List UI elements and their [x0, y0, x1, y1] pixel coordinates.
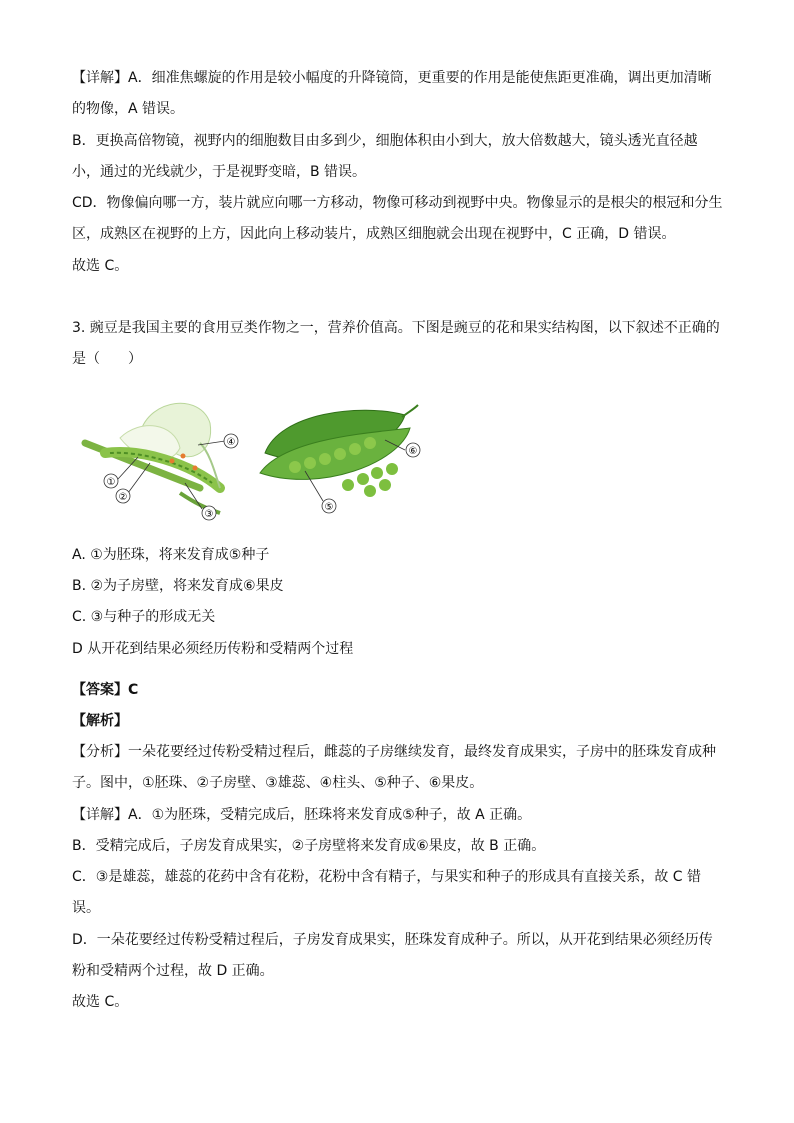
analysis-line-7: D．一朵花要经过传粉受精过程后，子房发育成果实，胚珠发育成种子。所以，从开花到结果必须经历传 — [72, 932, 713, 948]
option-d: D 从开花到结果必须经历传粉和受精两个过程 — [72, 641, 354, 657]
analysis-line-5: C．③是雄蕊，雄蕊的花药中含有花粉，花粉中含有精子，与果实和种子的形成具有直接关系，故 C 错 — [72, 869, 701, 885]
label-2: ② — [118, 492, 128, 503]
option-b: B. ②为子房壁，将来发育成⑥果皮 — [72, 578, 284, 594]
question-stem-line-2: 是（ ） — [72, 351, 142, 367]
pea-flower-fruit-figure — [80, 393, 440, 523]
pea-pod-illustration — [260, 405, 418, 501]
label-4: ④ — [226, 437, 236, 448]
option-c: C. ③与种子的形成无关 — [72, 609, 216, 625]
question-stem-line-1: 3. 豌豆是我国主要的食用豆类作物之一，营养价值高。下图是豌豆的花和果实结构图，以下叙述不正确的 — [72, 320, 720, 336]
analysis-label: 【解析】 — [72, 713, 128, 729]
label-1: ① — [106, 477, 116, 488]
label-5: ⑤ — [324, 502, 334, 513]
prev-detail-line-1: 【详解】A．细准焦螺旋的作用是较小幅度的升降镜筒，更重要的作用是能使焦距更准确，调出更加清晰 — [72, 70, 712, 86]
answer-label: 【答案】C — [72, 682, 139, 698]
prev-detail-line-5: CD．物像偏向哪一方，装片就应向哪一方移动，物像可移动到视野中央。物像显示的是根尖的根冠和分生 — [72, 195, 723, 211]
prev-detail-line-6: 区，成熟区在视野的上方，因此向上移动装片，成熟区细胞就会出现在视野中，C 正确，D 错误。 — [72, 226, 676, 242]
analysis-line-2: 子。图中，①胚珠、②子房壁、③雄蕊、④柱头、⑤种子、⑥果皮。 — [72, 775, 484, 791]
analysis-line-1: 【分析】一朵花要经过传粉受精过程后，雌蕊的子房继续发育，最终发育成果实，子房中的胚珠发育成种 — [72, 744, 716, 760]
analysis-conclusion: 故选 C。 — [72, 994, 129, 1010]
label-3: ③ — [204, 509, 214, 520]
analysis-line-3: 【详解】A．①为胚珠，受精完成后，胚珠将来发育成⑤种子，故 A 正确。 — [72, 807, 532, 823]
prev-detail-line-2: 的物像，A 错误。 — [72, 101, 185, 117]
analysis-line-4: B．受精完成后，子房发育成果实，②子房壁将来发育成⑥果皮，故 B 正确。 — [72, 838, 546, 854]
label-6: ⑥ — [408, 446, 418, 457]
prev-detail-line-4: 小，通过的光线就少，于是视野变暗，B 错误。 — [72, 164, 367, 180]
prev-conclusion: 故选 C。 — [72, 258, 129, 274]
option-a: A. ①为胚珠，将来发育成⑤种子 — [72, 547, 270, 563]
analysis-line-6: 误。 — [72, 900, 100, 916]
pea-flower-illustration — [85, 403, 225, 513]
prev-detail-line-3: B．更换高倍物镜，视野内的细胞数目由多到少，细胞体积由小到大，放大倍数越大，镜头透光直径越 — [72, 133, 698, 149]
analysis-line-8: 粉和受精两个过程，故 D 正确。 — [72, 963, 274, 979]
